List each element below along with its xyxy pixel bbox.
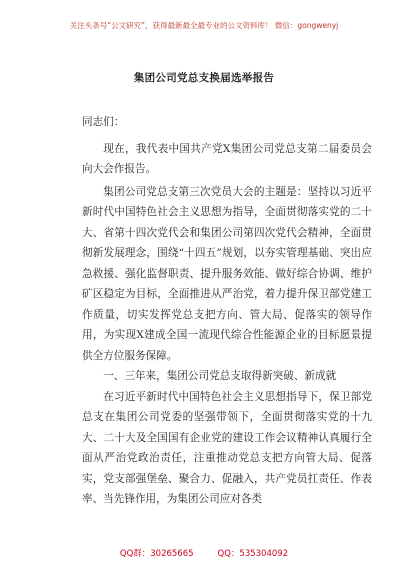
footer-qq-number: QQ：535304092	[217, 549, 289, 559]
footer-qq-group: QQ群：30265665	[119, 549, 194, 559]
paragraph-achievements: 在习近平新时代中国特色社会主义思想指导下，保卫部党总支在集团公司党委的坚强带领下，全面贯彻落实党的十九大、二十大及全国国有企业党的建设工作会议精神认真履行全面从严治党政治责任，注重推动党总支把方向管大局、促落实，党支部强堡垒、聚合力、促融入，共产党员扛责任、作表率、当先锋作用，为集团公司应对各类	[82, 390, 372, 505]
footer-contact	[0, 547, 408, 559]
section-heading: 一、三年来，集团公司党总支取得新突破、新成就	[103, 370, 337, 382]
document-body	[82, 112, 372, 510]
top-banner: 关注头条号“公文研究”，获得最新最全最专业的公文资料库！ 微信：gongwenyj	[69, 21, 339, 30]
salutation: 同志们：	[82, 116, 125, 128]
paragraph-opening: 现在，我代表中国共产党X集团公司党总支第二届委员会向大会作报告。	[82, 142, 372, 175]
document-title: 集团公司党总支换届选举报告	[133, 72, 275, 84]
paragraph-theme: 集团公司党总支第三次党员大会的主题是：坚持以习近平新时代中国特色社会主义思想为指导，全面贯彻落实党的二十大、省第十四次党代会和集团公司第四次党代会精神，全面贯彻新发展理念，围绕“十四五”规划，以夯实管理基础、突出应急救援、强化监督职责、提升服务效能、做好综合协调、维护矿区稳定为目标，全面推进从严治党，着力提升保卫部党建工作质量，切实发挥党总支把方向、管大局、促落实的领导作用，为实现X建成全国一流现代综合性能源企业的目标愿景提供全方位服务保障。	[82, 185, 372, 362]
